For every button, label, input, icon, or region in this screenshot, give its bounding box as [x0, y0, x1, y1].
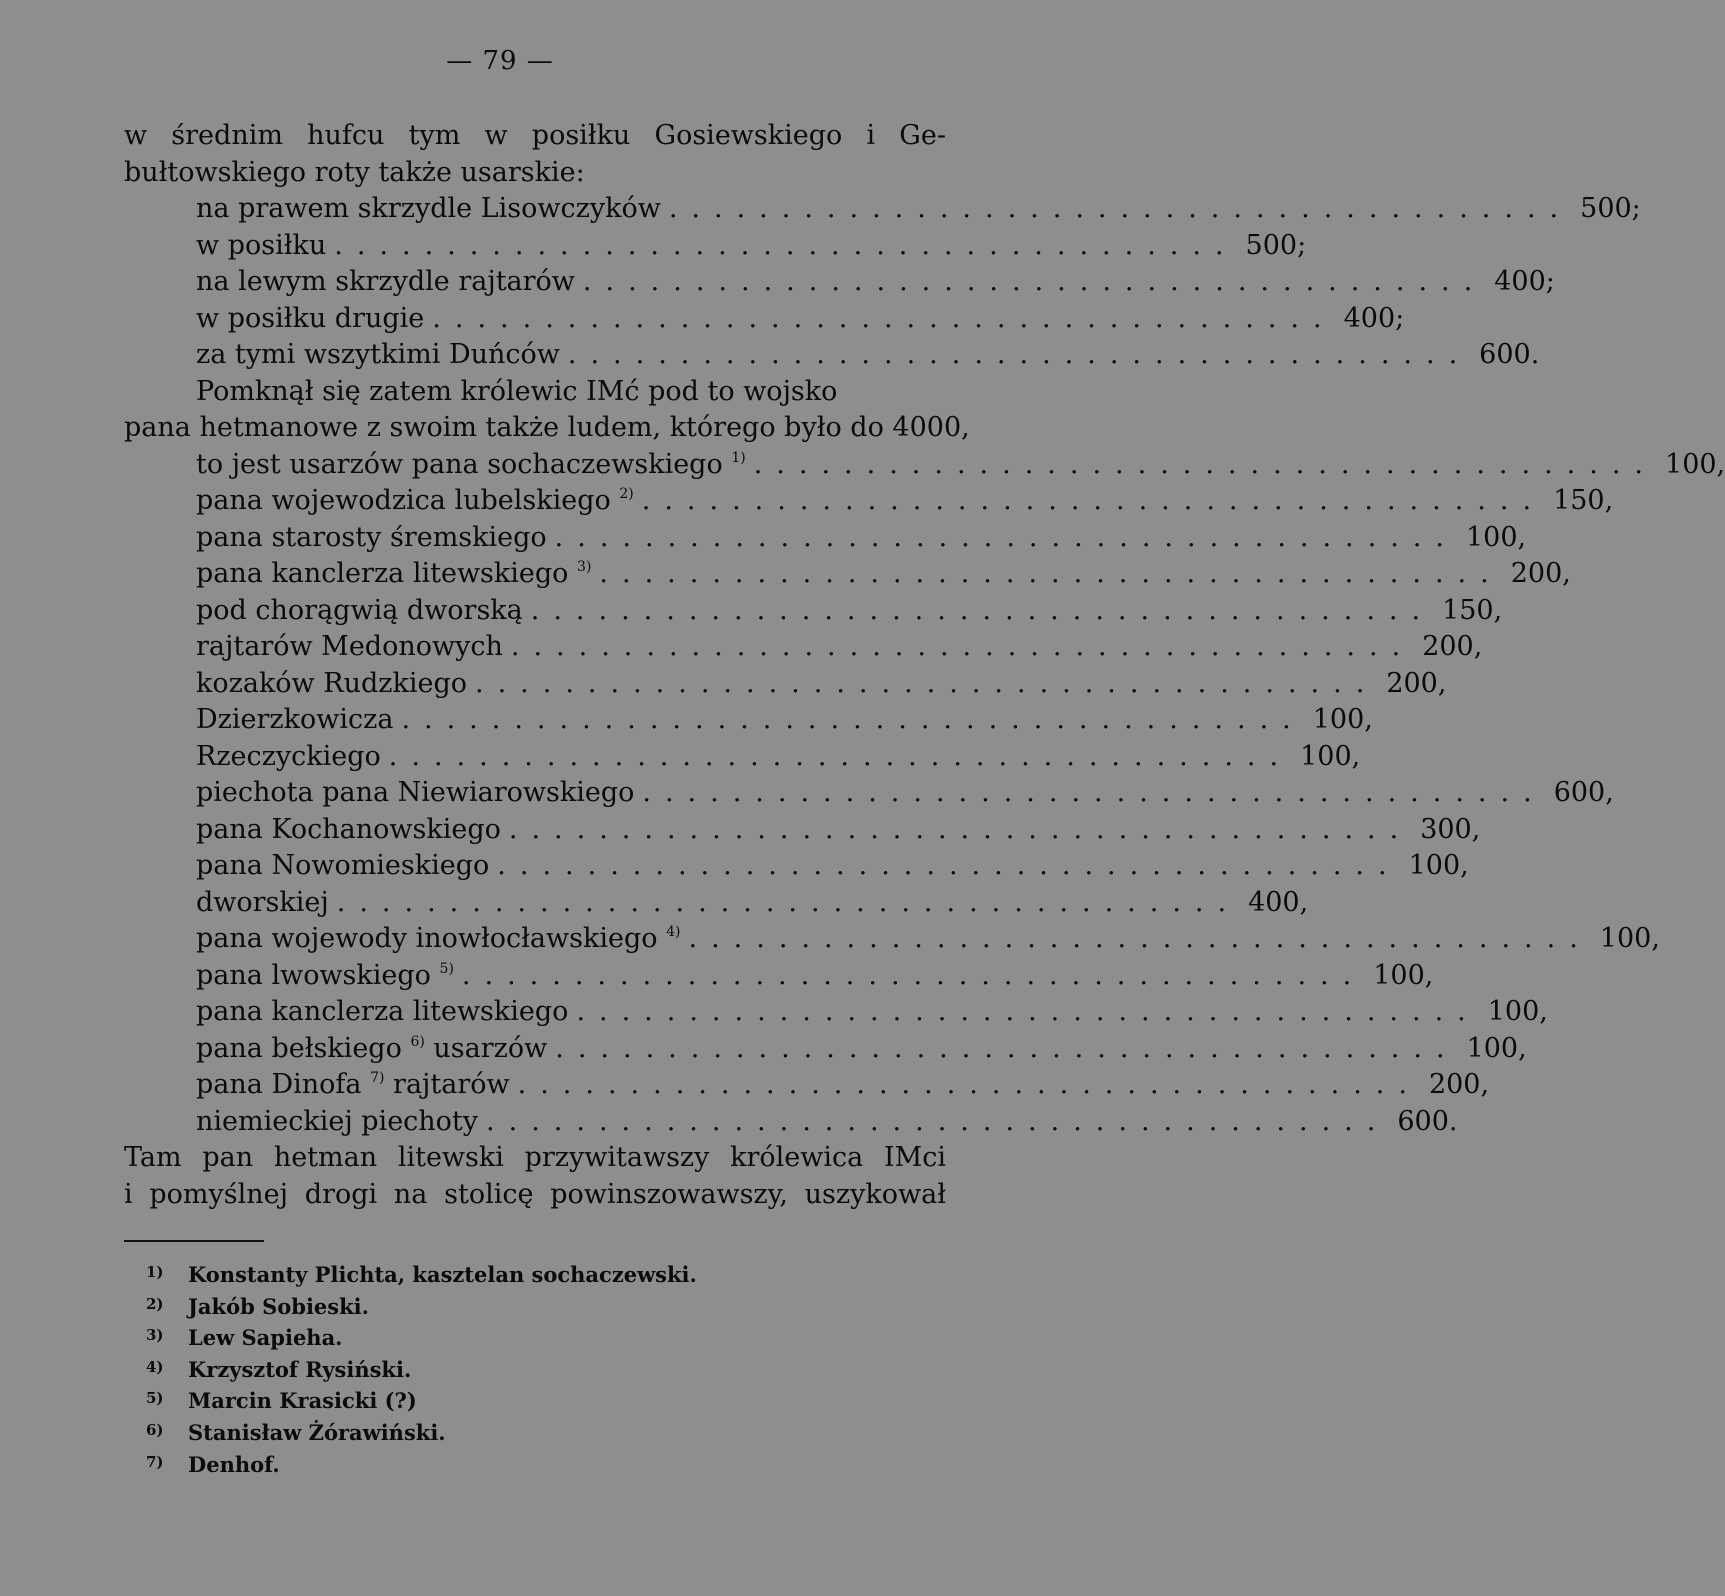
paragraph-2-line-2 [124, 410, 970, 447]
item-count: 200, [1510, 558, 1571, 589]
item-label [196, 739, 381, 776]
closing-word: powinszowawszy, [550, 1178, 788, 1210]
intro-word: średnim [171, 120, 283, 151]
footnote-mark: 3) [146, 1326, 164, 1345]
list-item [124, 556, 1571, 593]
item-label [196, 994, 568, 1031]
item-count: 100, [1373, 959, 1434, 991]
item-count: 200, [1386, 667, 1447, 699]
item-label-text: piechota pana Niewiarowskiego [196, 777, 635, 808]
list-item [124, 629, 1483, 666]
second-troop-list [124, 447, 1725, 1141]
intro-line-1 [124, 118, 946, 155]
list-item [124, 775, 1614, 812]
item-label-text: w posiłku drugie [196, 302, 425, 334]
list-item [124, 1104, 1458, 1141]
closing-word: Tam [124, 1142, 182, 1173]
footnote-reference: 4) [666, 924, 681, 940]
closing-word: na [393, 1178, 428, 1210]
dot-leader: ........................................ [432, 302, 1336, 334]
intro-word: Ge- [899, 120, 946, 151]
dot-leader: ........................................ [668, 193, 1573, 224]
item-label-text: pana Nowomieskiego [196, 850, 490, 881]
item-count: 500; [1245, 229, 1307, 261]
list-item [124, 958, 1434, 995]
item-label-text: Dzierzkowicza [196, 704, 394, 735]
item-label [196, 812, 501, 849]
item-count: 100, [1312, 704, 1373, 735]
item-count: 100, [1599, 923, 1660, 954]
footnote-separator [124, 1240, 264, 1242]
list-item [124, 994, 1548, 1031]
closing-word: pomyślnej [149, 1178, 289, 1210]
footnote-mark: 6) [146, 1420, 164, 1439]
footnote-text: Stanisław Żórawiński. [188, 1419, 446, 1445]
footnote-mark: 4) [146, 1357, 164, 1376]
item-label [196, 1031, 547, 1068]
item-label-text: kozaków Rudzkiego [196, 667, 467, 699]
item-label-text: to jest usarzów pana sochaczewskiego [196, 448, 723, 480]
paragraph-2-line-1: Pomknął się zatem królewic IMć pod to wojsko [196, 375, 838, 407]
item-label [196, 520, 547, 557]
item-label [196, 447, 746, 484]
paragraph-2-prefix: pana [124, 412, 191, 443]
item-label [196, 337, 560, 374]
item-label [196, 191, 661, 228]
item-label [196, 593, 523, 630]
intro-word: tym [408, 120, 461, 151]
dot-leader: ........................................ [486, 1105, 1390, 1137]
item-count: 600, [1553, 777, 1614, 808]
list-item [124, 191, 1641, 228]
item-count: 100, [1466, 1032, 1527, 1064]
closing-word: litewski [397, 1142, 504, 1173]
footnote-text: Jakób Sobieski. [188, 1293, 369, 1319]
footnote-reference: 3) [577, 559, 592, 575]
intro-word: w [484, 120, 508, 151]
item-count: 500; [1580, 193, 1641, 224]
dot-leader: ........................................ [582, 266, 1487, 297]
intro-word: hufcu [307, 120, 385, 151]
item-label [196, 629, 503, 666]
list-item [124, 337, 1540, 374]
footnote-reference: 1) [731, 449, 746, 466]
first-troop-list [124, 191, 1641, 374]
footnote-text: Denhof. [188, 1451, 280, 1477]
closing-word: pan [202, 1142, 254, 1173]
intro-word: posiłku [531, 120, 631, 151]
item-label [196, 264, 575, 301]
item-label-text: na lewym skrzydle rajtarów [196, 266, 575, 297]
item-label [196, 666, 467, 703]
dot-leader: ........................................ [641, 485, 1546, 516]
footnote [146, 1384, 846, 1416]
dot-leader: ........................................ [688, 923, 1592, 954]
item-label [196, 1067, 510, 1104]
dot-leader: ........................................ [599, 558, 1503, 589]
item-label-text: dworskiej [196, 886, 329, 918]
item-label-text: za tymi wszytkimi Duńców [196, 339, 560, 370]
footnote-reference: 7) [370, 1070, 385, 1086]
list-item [124, 228, 1307, 265]
item-count: 600. [1397, 1105, 1458, 1137]
intro-word: w [124, 120, 148, 151]
dot-leader: ........................................ [555, 1032, 1459, 1064]
item-count: 200, [1428, 1069, 1490, 1100]
closing-word: hetman [273, 1142, 378, 1173]
item-label [196, 1104, 478, 1141]
footnote-mark: 2) [146, 1294, 164, 1313]
item-label-suffix: rajtarów [393, 1069, 510, 1100]
item-label-text: na prawem skrzydle Lisowczyków [196, 193, 661, 224]
item-label [196, 958, 454, 995]
footnote-mark: 5) [146, 1389, 164, 1408]
footnote-text: Lew Sapieha. [188, 1325, 343, 1351]
dot-leader: ........................................ [475, 667, 1379, 699]
dot-leader: ........................................ [461, 959, 1366, 991]
item-count: 100, [1300, 740, 1361, 772]
footnote-text: Krzysztof Rysiński. [188, 1356, 412, 1382]
list-item [124, 520, 1527, 557]
intro-word: Gosiewskiego [654, 120, 843, 151]
item-label-text: w posiłku [196, 229, 327, 261]
item-label-text: pana lwowskiego [196, 959, 431, 991]
closing-word: uszykował [804, 1178, 946, 1210]
dot-leader: ........................................ [497, 850, 1401, 881]
item-label-text: rajtarów Medonowych [196, 631, 503, 662]
closing-word: królewica [730, 1142, 864, 1173]
list-item [124, 264, 1555, 301]
item-count: 600. [1479, 339, 1540, 370]
footnote [146, 1321, 846, 1353]
list-item [124, 1031, 1527, 1068]
item-label [196, 228, 326, 265]
list-item [124, 739, 1361, 776]
dot-leader: ........................................ [508, 813, 1413, 845]
list-item [124, 483, 1614, 520]
list-item [124, 593, 1503, 630]
item-label [196, 483, 634, 520]
item-label [196, 702, 393, 739]
footnote [146, 1448, 846, 1480]
item-count: 100, [1487, 996, 1548, 1027]
item-label-text: pana kanclerza litewskiego [196, 558, 569, 589]
footnote [146, 1416, 846, 1448]
item-label-text: pod chorągwią dworską [196, 594, 523, 626]
item-label-text: pana bełskiego [196, 1032, 402, 1064]
dot-leader: ........................................ [388, 740, 1293, 772]
item-label [196, 885, 329, 922]
list-item [124, 885, 1309, 922]
item-count: 400, [1248, 886, 1309, 918]
item-count: 100, [1408, 850, 1469, 881]
list-item [124, 447, 1725, 484]
dot-leader: ........................................ [576, 996, 1480, 1027]
list-item [124, 848, 1469, 885]
item-label-text: pana wojewodzica lubelskiego [196, 485, 611, 516]
dot-leader: ........................................ [517, 1069, 1421, 1100]
item-label [196, 556, 591, 593]
item-count: 400; [1494, 266, 1555, 297]
footnote-reference: 5) [439, 960, 454, 977]
dot-leader: ........................................ [753, 448, 1658, 480]
footnotes [146, 1258, 846, 1479]
list-item [124, 921, 1660, 958]
list-item [124, 301, 1405, 338]
closing-word: stolicę [444, 1178, 534, 1210]
item-count: 150, [1553, 485, 1614, 516]
closing-word: IMci [883, 1142, 946, 1173]
closing-line-2 [124, 1177, 946, 1214]
item-count: 100, [1465, 521, 1527, 553]
dot-leader: ........................................ [401, 704, 1305, 735]
footnote-text: Marcin Krasicki (?) [188, 1388, 417, 1414]
item-label-text: pana Dinofa [196, 1069, 362, 1100]
item-label-text: Rzeczyckiego [196, 740, 381, 772]
item-label-text: niemieckiej piechoty [196, 1105, 479, 1137]
footnote-reference: 6) [410, 1033, 425, 1050]
item-label [196, 848, 489, 885]
closing-word: drogi [304, 1178, 378, 1210]
item-label [196, 775, 634, 812]
item-count: 300, [1420, 813, 1481, 845]
item-label-text: pana wojewody inowłocławskiego [196, 923, 658, 954]
list-item [124, 702, 1373, 739]
list-item [124, 1067, 1490, 1104]
footnote [146, 1290, 846, 1322]
paragraph-2-rest: hetmanowe z swoim także ludem, którego było do 4000, [199, 412, 970, 443]
intro-word: i [866, 120, 876, 151]
main-text [124, 118, 1725, 1213]
item-label-suffix: usarzów [433, 1032, 548, 1064]
item-count: 400; [1343, 302, 1405, 334]
item-label [196, 921, 680, 958]
dot-leader: ........................................ [530, 594, 1435, 626]
footnote [146, 1353, 846, 1385]
list-item [124, 666, 1447, 703]
item-label-text: pana Kochanowskiego [196, 813, 501, 845]
dot-leader: ........................................ [336, 886, 1241, 918]
dot-leader: ........................................ [334, 229, 1238, 261]
closing-word: przywitawszy [524, 1142, 710, 1173]
page-number: — 79 — [446, 46, 554, 76]
footnote-reference: 2) [619, 486, 634, 502]
dot-leader: ........................................ [567, 339, 1472, 370]
list-item [124, 812, 1481, 849]
footnote-mark: 1) [146, 1263, 164, 1281]
footnote [146, 1258, 846, 1290]
item-count: 150, [1442, 594, 1503, 626]
footnote-text: Konstanty Plichta, kasztelan sochaczewski. [188, 1262, 697, 1287]
item-label-text: pana kanclerza litewskiego [196, 996, 569, 1027]
footnote-mark: 7) [146, 1452, 164, 1471]
intro-line-2: bułtowskiego roty także usarskie: [124, 156, 585, 188]
item-count: 100, [1665, 448, 1725, 480]
dot-leader: ........................................ [642, 777, 1546, 808]
dot-leader: ........................................ [510, 631, 1415, 662]
dot-leader: ........................................ [554, 521, 1458, 553]
item-label [196, 301, 424, 338]
item-count: 200, [1422, 631, 1483, 662]
item-label-text: pana starosty śremskiego [196, 521, 547, 553]
closing-line-1 [124, 1140, 946, 1177]
closing-word: i [124, 1178, 133, 1210]
